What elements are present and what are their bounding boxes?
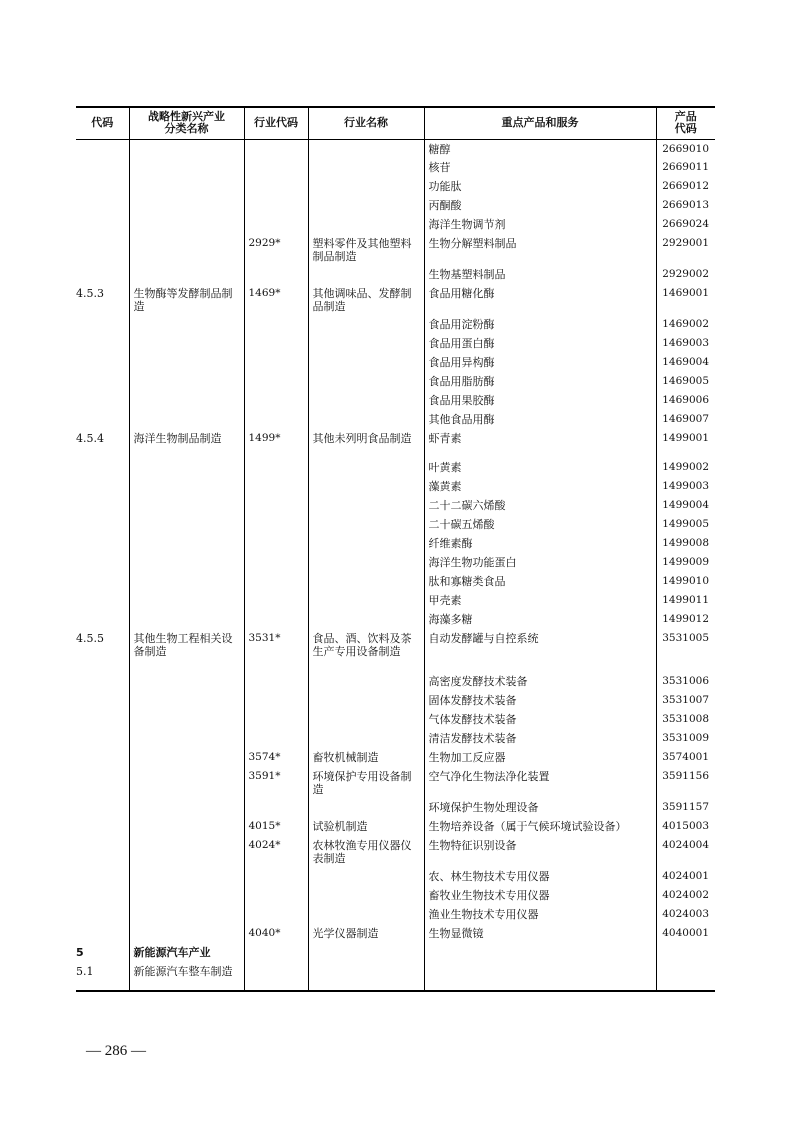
table-row <box>76 710 715 729</box>
cell-industry-code <box>244 410 308 429</box>
cell-product-code: 2929001 <box>656 234 715 265</box>
cell-code: 5.1 <box>76 965 94 978</box>
classification-table-container <box>76 106 715 992</box>
cell-code <box>76 710 129 729</box>
cell-industry-code: 4040* <box>244 924 308 943</box>
cell-code <box>76 234 129 265</box>
cell-industry-name <box>308 372 424 391</box>
cell-industry-name: 试验机制造 <box>308 817 424 836</box>
cell-industry-code <box>244 265 308 284</box>
cell-category-name <box>129 867 244 886</box>
cell-industry-name <box>308 534 424 553</box>
cell-industry-code <box>244 905 308 924</box>
table-row <box>76 158 715 177</box>
cell-product: 固体发酵技术装备 <box>424 691 656 710</box>
cell-industry-code: 4024* <box>244 836 308 867</box>
cell-industry-code: 1469* <box>244 284 308 315</box>
table-row <box>76 767 715 798</box>
cell-code <box>76 458 129 477</box>
cell-product-code: 2929002 <box>656 265 715 284</box>
cell-product: 畜牧业生物技术专用仪器 <box>424 886 656 905</box>
cell-category-name <box>129 836 244 867</box>
cell-code: 4.5.5 <box>76 632 104 645</box>
cell-product: 核苷 <box>424 158 656 177</box>
table-row <box>76 215 715 234</box>
cell-product: 肽和寡糖类食品 <box>424 572 656 591</box>
cell-category-name <box>129 817 244 836</box>
cell-category-name: 其他生物工程相关设备制造 <box>129 629 244 672</box>
cell-category-name <box>129 215 244 234</box>
table-row <box>76 334 715 353</box>
table-row <box>76 943 715 962</box>
cell-product: 高密度发酵技术装备 <box>424 672 656 691</box>
cell-product-code: 1499005 <box>656 515 715 534</box>
cell-code <box>76 515 129 534</box>
cell-category-name: 新能源汽车产业 <box>129 943 244 962</box>
cell-category-name <box>129 729 244 748</box>
cell-product: 食品用脂肪酶 <box>424 372 656 391</box>
cell-industry-name <box>308 315 424 334</box>
cell-product-code: 3531006 <box>656 672 715 691</box>
cell-industry-code <box>244 315 308 334</box>
cell-code <box>76 886 129 905</box>
cell-industry-name <box>308 265 424 284</box>
cell-product: 藻黄素 <box>424 477 656 496</box>
cell-code <box>76 905 129 924</box>
cell-code <box>76 691 129 710</box>
cell-industry-name <box>308 672 424 691</box>
table-row <box>76 372 715 391</box>
cell-code: 5 <box>76 946 84 959</box>
cell-product-code: 1499012 <box>656 610 715 629</box>
cell-product: 清洁发酵技术装备 <box>424 729 656 748</box>
cell-product-code: 1499002 <box>656 458 715 477</box>
cell-product: 生物分解塑料制品 <box>424 234 656 265</box>
cell-category-name <box>129 553 244 572</box>
cell-code <box>76 196 129 215</box>
cell-industry-code <box>244 215 308 234</box>
cell-product-code: 1469001 <box>656 284 715 315</box>
cell-product: 海洋生物调节剂 <box>424 215 656 234</box>
cell-code <box>76 477 129 496</box>
cell-industry-name: 畜牧机械制造 <box>308 748 424 767</box>
cell-category-name <box>129 458 244 477</box>
cell-product: 生物显微镜 <box>424 924 656 943</box>
cell-industry-code <box>244 672 308 691</box>
cell-product-code: 1469005 <box>656 372 715 391</box>
cell-code <box>76 729 129 748</box>
cell-industry-name <box>308 729 424 748</box>
table-row <box>76 610 715 629</box>
cell-product-code: 2669010 <box>656 139 715 158</box>
cell-product-code: 1469004 <box>656 353 715 372</box>
cell-industry-code: 3574* <box>244 748 308 767</box>
cell-product-code: 3531008 <box>656 710 715 729</box>
cell-product: 生物培养设备（属于气候环境试验设备） <box>424 817 656 836</box>
cell-product-code: 1469002 <box>656 315 715 334</box>
cell-industry-name <box>308 158 424 177</box>
cell-product-code <box>656 943 715 962</box>
header-industry-name: 行业名称 <box>308 107 424 139</box>
cell-product: 空气净化生物法净化装置 <box>424 767 656 798</box>
cell-industry-code <box>244 534 308 553</box>
cell-industry-name: 食品、酒、饮料及茶生产专用设备制造 <box>308 629 424 672</box>
cell-category-name <box>129 315 244 334</box>
cell-industry-code: 3531* <box>244 629 308 672</box>
cell-code <box>76 553 129 572</box>
cell-category-name <box>129 334 244 353</box>
cell-category-name <box>129 234 244 265</box>
cell-product: 海洋生物功能蛋白 <box>424 553 656 572</box>
cell-industry-name <box>308 215 424 234</box>
cell-product: 二十碳五烯酸 <box>424 515 656 534</box>
cell-category-name: 生物酶等发酵制品制造 <box>129 284 244 315</box>
header-products: 重点产品和服务 <box>424 107 656 139</box>
cell-code <box>76 496 129 515</box>
cell-product: 食品用异构酶 <box>424 353 656 372</box>
cell-product-code: 4024004 <box>656 836 715 867</box>
cell-product: 食品用淀粉酶 <box>424 315 656 334</box>
cell-product-code: 4024003 <box>656 905 715 924</box>
cell-product-code: 1469007 <box>656 410 715 429</box>
cell-industry-code <box>244 158 308 177</box>
cell-code <box>76 265 129 284</box>
cell-industry-name <box>308 477 424 496</box>
cell-code <box>76 391 129 410</box>
header-code: 代码 <box>91 116 114 130</box>
table-row <box>76 496 715 515</box>
cell-industry-code: 4015* <box>244 817 308 836</box>
table-row <box>76 534 715 553</box>
cell-industry-name <box>308 886 424 905</box>
cell-code <box>76 139 129 158</box>
cell-category-name <box>129 391 244 410</box>
cell-product-code: 3574001 <box>656 748 715 767</box>
cell-industry-code <box>244 962 308 991</box>
cell-code <box>76 672 129 691</box>
table-row <box>76 886 715 905</box>
cell-industry-name: 塑料零件及其他塑料制品制造 <box>308 234 424 265</box>
cell-product-code: 2669011 <box>656 158 715 177</box>
cell-code <box>76 334 129 353</box>
cell-category-name <box>129 477 244 496</box>
cell-category-name: 海洋生物制品制造 <box>129 429 244 458</box>
table-row <box>76 836 715 867</box>
cell-product-code: 2669024 <box>656 215 715 234</box>
cell-industry-name <box>308 710 424 729</box>
cell-industry-name: 农林牧渔专用仪器仪表制造 <box>308 836 424 867</box>
cell-industry-code <box>244 515 308 534</box>
classification-table <box>76 106 715 992</box>
cell-industry-code <box>244 867 308 886</box>
cell-industry-code <box>244 691 308 710</box>
cell-code <box>76 798 129 817</box>
cell-industry-name: 环境保护专用设备制造 <box>308 767 424 798</box>
table-row <box>76 353 715 372</box>
cell-industry-name <box>308 962 424 991</box>
table-row <box>76 924 715 943</box>
cell-product: 甲壳素 <box>424 591 656 610</box>
cell-category-name <box>129 572 244 591</box>
cell-category-name <box>129 710 244 729</box>
cell-industry-code <box>244 353 308 372</box>
cell-industry-code <box>244 572 308 591</box>
cell-industry-name: 其他未列明食品制造 <box>308 429 424 458</box>
cell-product: 食品用蛋白酶 <box>424 334 656 353</box>
cell-industry-name <box>308 177 424 196</box>
cell-code <box>76 767 129 798</box>
cell-industry-code <box>244 729 308 748</box>
cell-code <box>76 158 129 177</box>
cell-product: 渔业生物技术专用仪器 <box>424 905 656 924</box>
cell-industry-name <box>308 905 424 924</box>
cell-category-name <box>129 691 244 710</box>
cell-product <box>424 943 656 962</box>
cell-industry-name <box>308 496 424 515</box>
table-row <box>76 553 715 572</box>
table-row <box>76 748 715 767</box>
cell-product: 气体发酵技术装备 <box>424 710 656 729</box>
cell-product-code: 2669012 <box>656 177 715 196</box>
cell-industry-name <box>308 572 424 591</box>
cell-product-code: 1499009 <box>656 553 715 572</box>
cell-product: 生物加工反应器 <box>424 748 656 767</box>
cell-category-name <box>129 353 244 372</box>
cell-product-code: 1499010 <box>656 572 715 591</box>
cell-product-code: 4024001 <box>656 867 715 886</box>
cell-product-code: 3531005 <box>656 629 715 672</box>
cell-code <box>76 924 129 943</box>
table-row <box>76 905 715 924</box>
cell-category-name <box>129 410 244 429</box>
cell-code <box>76 372 129 391</box>
cell-industry-name <box>308 410 424 429</box>
cell-category-name <box>129 372 244 391</box>
cell-category-name <box>129 672 244 691</box>
cell-product-code: 1499008 <box>656 534 715 553</box>
cell-industry-code <box>244 196 308 215</box>
cell-product: 食品用糖化酶 <box>424 284 656 315</box>
cell-industry-name <box>308 391 424 410</box>
cell-product: 虾青素 <box>424 429 656 458</box>
cell-code <box>76 572 129 591</box>
table-row <box>76 196 715 215</box>
cell-industry-name <box>308 458 424 477</box>
cell-industry-code <box>244 177 308 196</box>
page-number: — 286 — <box>86 1043 146 1059</box>
cell-category-name <box>129 196 244 215</box>
table-row <box>76 672 715 691</box>
cell-product-code: 2669013 <box>656 196 715 215</box>
cell-product <box>424 962 656 991</box>
cell-industry-name <box>308 943 424 962</box>
cell-category-name <box>129 748 244 767</box>
table-row <box>76 284 715 315</box>
cell-code <box>76 353 129 372</box>
table-row <box>76 629 715 672</box>
cell-industry-code <box>244 943 308 962</box>
cell-code <box>76 591 129 610</box>
cell-category-name <box>129 886 244 905</box>
cell-code <box>76 215 129 234</box>
cell-category-name <box>129 265 244 284</box>
cell-industry-name <box>308 139 424 158</box>
cell-category-name <box>129 591 244 610</box>
cell-product-code: 3531007 <box>656 691 715 710</box>
cell-product-code: 1499011 <box>656 591 715 610</box>
cell-product: 农、林生物技术专用仪器 <box>424 867 656 886</box>
cell-category-name: 新能源汽车整车制造 <box>129 962 244 991</box>
header-industry-code: 行业代码 <box>244 107 308 139</box>
table-row <box>76 391 715 410</box>
cell-product-code: 1499003 <box>656 477 715 496</box>
cell-industry-code: 3591* <box>244 767 308 798</box>
cell-product: 糖醇 <box>424 139 656 158</box>
cell-industry-code <box>244 710 308 729</box>
table-row <box>76 477 715 496</box>
cell-category-name <box>129 158 244 177</box>
cell-code: 4.5.3 <box>76 287 104 300</box>
table-row <box>76 591 715 610</box>
cell-category-name <box>129 924 244 943</box>
table-row <box>76 429 715 458</box>
table-body <box>76 139 715 991</box>
cell-industry-name <box>308 515 424 534</box>
cell-product: 食品用果胶酶 <box>424 391 656 410</box>
cell-industry-name <box>308 691 424 710</box>
cell-product: 二十二碳六烯酸 <box>424 496 656 515</box>
header-row <box>76 107 715 139</box>
cell-industry-code <box>244 372 308 391</box>
cell-industry-name <box>308 591 424 610</box>
cell-category-name <box>129 139 244 158</box>
cell-product-code <box>656 962 715 991</box>
table-row <box>76 139 715 158</box>
cell-industry-code: 2929* <box>244 234 308 265</box>
cell-industry-name: 光学仪器制造 <box>308 924 424 943</box>
cell-industry-code <box>244 391 308 410</box>
cell-product-code: 4040001 <box>656 924 715 943</box>
cell-category-name <box>129 496 244 515</box>
cell-code <box>76 836 129 867</box>
table-row <box>76 691 715 710</box>
cell-product: 自动发酵罐与自控系统 <box>424 629 656 672</box>
cell-category-name <box>129 905 244 924</box>
cell-product-code: 3531009 <box>656 729 715 748</box>
cell-product-code: 3591156 <box>656 767 715 798</box>
cell-industry-code <box>244 458 308 477</box>
cell-product: 海藻多糖 <box>424 610 656 629</box>
cell-code: 4.5.4 <box>76 432 104 445</box>
table-row <box>76 315 715 334</box>
cell-industry-code <box>244 139 308 158</box>
cell-industry-code <box>244 591 308 610</box>
cell-category-name <box>129 798 244 817</box>
cell-product-code: 1499004 <box>656 496 715 515</box>
cell-category-name <box>129 610 244 629</box>
table-row <box>76 458 715 477</box>
cell-industry-code <box>244 334 308 353</box>
cell-industry-code <box>244 477 308 496</box>
cell-category-name <box>129 767 244 798</box>
cell-product-code: 3591157 <box>656 798 715 817</box>
table-row <box>76 962 715 991</box>
cell-code <box>76 610 129 629</box>
cell-industry-code <box>244 610 308 629</box>
cell-product: 生物基塑料制品 <box>424 265 656 284</box>
cell-industry-name <box>308 196 424 215</box>
table-row <box>76 410 715 429</box>
cell-product-code: 1469003 <box>656 334 715 353</box>
table-row <box>76 817 715 836</box>
table-row <box>76 798 715 817</box>
cell-industry-code: 1499* <box>244 429 308 458</box>
cell-product-code: 1469006 <box>656 391 715 410</box>
cell-industry-code <box>244 496 308 515</box>
cell-industry-code <box>244 886 308 905</box>
cell-product-code: 1499001 <box>656 429 715 458</box>
cell-product: 环境保护生物处理设备 <box>424 798 656 817</box>
cell-code <box>76 817 129 836</box>
cell-code <box>76 534 129 553</box>
cell-product: 叶黄素 <box>424 458 656 477</box>
table-row <box>76 729 715 748</box>
cell-category-name <box>129 177 244 196</box>
cell-industry-name: 其他调味品、发酵制品制造 <box>308 284 424 315</box>
cell-industry-name <box>308 553 424 572</box>
cell-industry-name <box>308 353 424 372</box>
table-header <box>76 107 715 139</box>
cell-industry-code <box>244 553 308 572</box>
cell-industry-code <box>244 798 308 817</box>
header-product-code: 产品 代码 <box>656 107 715 139</box>
table-row <box>76 572 715 591</box>
cell-category-name <box>129 534 244 553</box>
table-row <box>76 867 715 886</box>
cell-industry-name <box>308 798 424 817</box>
cell-category-name <box>129 515 244 534</box>
cell-code <box>76 315 129 334</box>
table-row <box>76 515 715 534</box>
cell-code <box>76 410 129 429</box>
cell-industry-name <box>308 334 424 353</box>
cell-product: 生物特征识别设备 <box>424 836 656 867</box>
cell-industry-name <box>308 867 424 886</box>
cell-industry-name <box>308 610 424 629</box>
table-row <box>76 234 715 265</box>
cell-product-code: 4024002 <box>656 886 715 905</box>
header-category-name: 战略性新兴产业 分类名称 <box>129 107 244 139</box>
cell-code <box>76 867 129 886</box>
table-row <box>76 265 715 284</box>
cell-product: 纤维素酶 <box>424 534 656 553</box>
cell-product: 功能肽 <box>424 177 656 196</box>
cell-product-code: 4015003 <box>656 817 715 836</box>
cell-code <box>76 748 129 767</box>
cell-product: 丙酮酸 <box>424 196 656 215</box>
cell-product: 其他食品用酶 <box>424 410 656 429</box>
cell-code <box>76 177 129 196</box>
table-row <box>76 177 715 196</box>
